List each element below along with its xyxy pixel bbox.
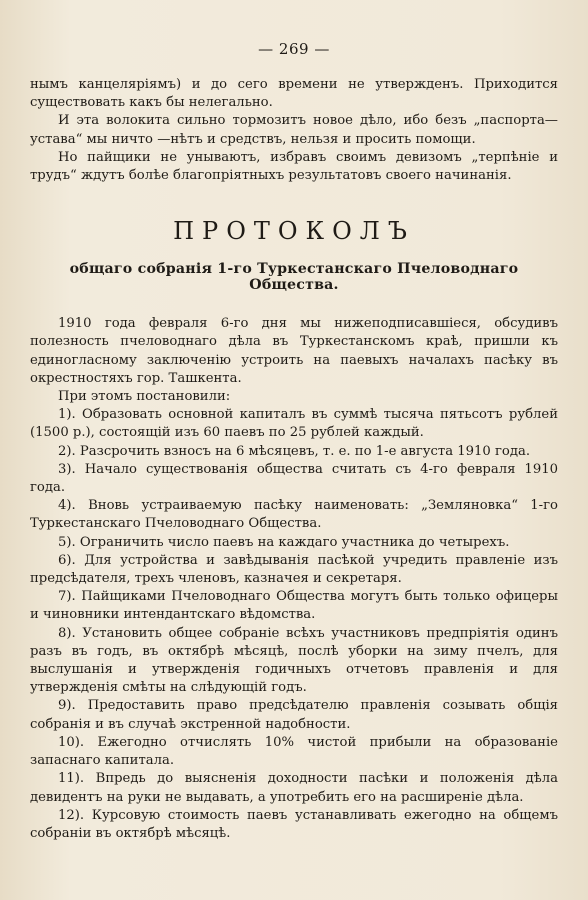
- resolution-item: 4). Вновь устраиваемую пасѣку наименовать: „Земляновка“ 1-го Туркестанскаго Пчеловоднаго Общества.: [30, 498, 558, 532]
- resolution-item: 5). Ограничить число паевъ на каждаго участника до четырехъ.: [58, 534, 510, 550]
- resolution-item: 6). Для устройства и завѣдыванія пасѣкой учредить правленіе изъ предсѣдателя, трехъ членовъ, казначея и секретаря.: [30, 552, 558, 587]
- resolution-item: 11). Впредь до выясненія доходности пасѣки и положенія дѣла девидентъ на руки не выдавать, а употребить его на расширеніе дѣла.: [30, 771, 558, 805]
- page-number: — 269 —: [258, 40, 330, 58]
- paragraph-motto: Но пайщики не унываютъ, избравъ своимъ девизомъ „терпѣніе и трудъ“ ждутъ болѣе благопріятныхъ результатовъ своего начинанія.: [30, 149, 558, 184]
- resolution-item: 1). Образовать основной капиталъ въ суммѣ тысяча пятьсотъ рублей (1500 р.), состоящій изъ 60 паевъ по 25 рублей каждый.: [30, 407, 558, 441]
- protocol-intro: 1910 года февраля 6-го дня мы нижеподписавшіеся, обсудивъ полезность пчеловоднаго дѣла въ Туркестанскомъ краѣ, пришли къ единогласному заключенію устроить на паевыхъ началахъ пасѣку въ окрестностяхъ гор. Ташкента.: [30, 316, 558, 386]
- protocol-subtitle: общаго собранія 1-го Туркестанскаго Пчеловоднаго Общества.: [69, 261, 519, 294]
- paragraph-continuation: нымъ канцеляріямъ) и до сего времени не утвержденъ. Приходится существовать какъ бы нелегально.: [30, 77, 558, 111]
- resolution-item: 3). Начало существованія общества считать съ 4-го февраля 1910 года.: [30, 461, 558, 496]
- resolution-item: 7). Пайщиками Пчеловоднаго Общества могутъ быть только офицеры и чиновники интендантскаго вѣдомства.: [30, 589, 558, 623]
- resolution-item: 8). Установить общее собраніе всѣхъ участниковъ предпріятія одинъ разъ въ годъ, въ октябрѣ мѣсяцѣ, послѣ уборки на зиму пчелъ, для выслушанія и утвержденія годичныхъ отчетовъ правленія и для утвержденія смѣты на слѣдующій годъ.: [30, 625, 558, 696]
- resolution-item: 12). Курсовую стоимость паевъ устанавливать ежегодно на общемъ собраніи въ октябрѣ мѣсяцѣ.: [30, 807, 558, 841]
- resolved-heading: При этомъ постановили:: [58, 389, 231, 405]
- paragraph-bureaucracy: И эта волокита сильно тормозитъ новое дѣло, ибо безъ „паспорта—устава“ мы ничто —нѣтъ и средствъ, нельзя и просить помощи.: [30, 113, 558, 147]
- resolution-item: 2). Разсрочить взносъ на 6 мѣсяцевъ, т. е. по 1-е августа 1910 года.: [58, 443, 531, 459]
- resolution-item: 10). Ежегодно отчислять 10% чистой прибыли на образованіе запаснаго капитала.: [30, 734, 558, 769]
- resolution-item: 9). Предоставить право предсѣдателю правленія созывать общія собранія и въ случаѣ экстренной надобности.: [30, 698, 558, 732]
- protocol-title: ПРОТОКОЛЪ: [173, 217, 415, 246]
